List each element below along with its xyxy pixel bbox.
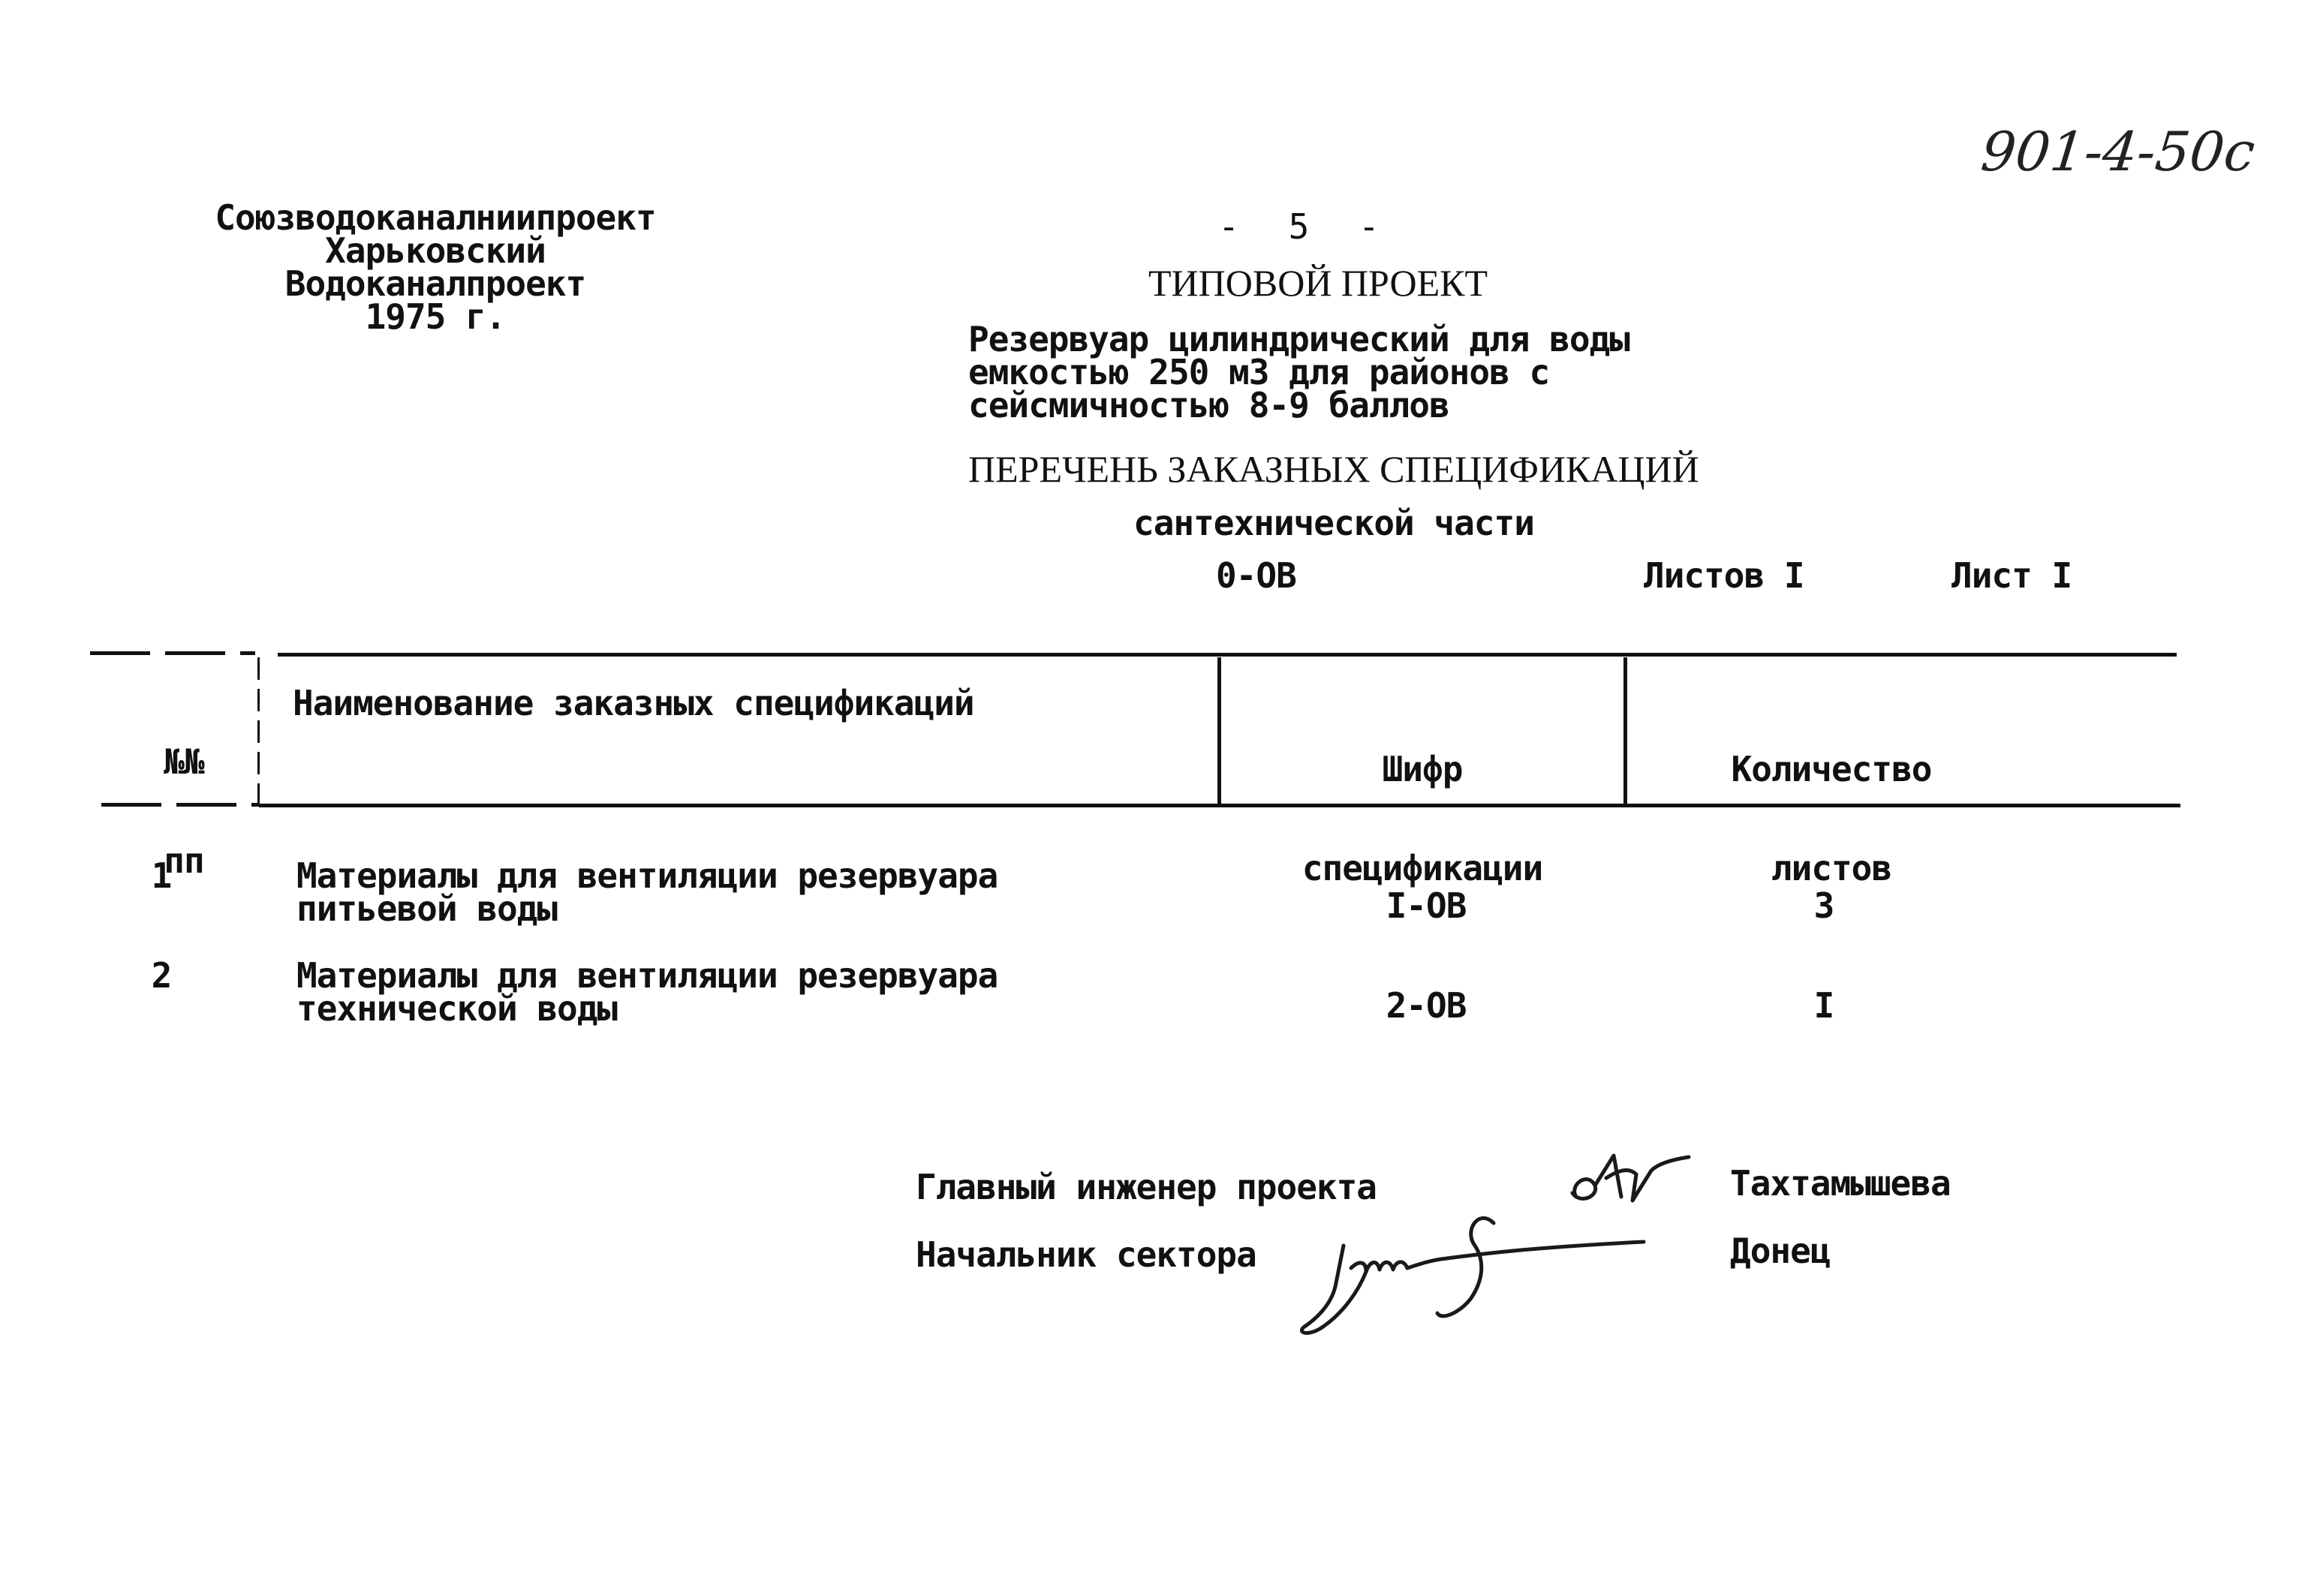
header-code: [1223, 687, 1621, 918]
row-1-count: 3: [1813, 885, 1834, 926]
header-num-line-2: пп: [164, 840, 204, 881]
project-type: ТИПОВОЙ ПРОЕКТ: [1148, 262, 1488, 304]
document-code-handwritten: 901-4-50c: [1978, 120, 2258, 183]
project-title: [968, 319, 1629, 425]
organization-line-1: Союзводоканалниипроект: [215, 197, 656, 238]
table-divider-num: [257, 657, 260, 807]
row-2-name-line-2: технической воды: [296, 988, 618, 1029]
signature-name-chief-engineer: Тахтамышева: [1730, 1163, 1951, 1204]
signature-name-sector-head: Донец: [1730, 1231, 1831, 1271]
list-subtitle: сантехнической части: [1133, 503, 1534, 543]
row-2-num: 2: [151, 955, 172, 996]
organization-line-2: Харьковский: [325, 230, 546, 271]
row-2-name: [296, 955, 998, 1029]
project-title-line-1: Резервуар цилиндрический для воды: [968, 319, 1629, 359]
table-top-line: [278, 653, 2177, 657]
row-2-name-line-1: Материалы для вентиляции резервуара: [296, 955, 998, 996]
table-top-line-left: [90, 651, 255, 655]
sheet-current: Лист I: [1951, 555, 2072, 596]
sheets-total: Листов I: [1644, 555, 1804, 596]
signature-mark-sector-head: [1291, 1201, 1651, 1343]
row-1-num: 1: [151, 855, 172, 896]
row-1-code: I-ОВ: [1386, 885, 1467, 926]
row-2-code: 2-ОВ: [1386, 985, 1467, 1026]
header-count-line-2: листов: [1771, 848, 1892, 888]
organization-block: [173, 197, 698, 337]
row-1-name-line-2: питьевой воды: [296, 888, 558, 929]
organization-line-3: Водоканалпроект: [284, 263, 586, 304]
organization-year: 1975 г.: [365, 296, 506, 337]
header-code-line-1: Шифр: [1382, 749, 1463, 789]
row-2-count: I: [1813, 985, 1834, 1026]
header-code-line-2: спецификации: [1301, 848, 1543, 888]
row-1-name: [296, 855, 998, 929]
table-divider-code: [1217, 657, 1221, 804]
sheet-code: 0-ОВ: [1216, 555, 1296, 596]
table-divider-count: [1623, 657, 1627, 804]
header-count-line-1: Количество: [1731, 749, 1932, 789]
header-name: Наименование заказных спецификаций: [293, 683, 974, 723]
signature-role-chief-engineer: Главный инженер проекта: [916, 1167, 1377, 1207]
list-title: ПЕРЕЧЕНЬ ЗАКАЗНЫХ СПЕЦИФИКАЦИЙ: [968, 448, 1699, 490]
page-number: - 5 -: [1218, 206, 1379, 247]
signature-role-sector-head: Начальник сектора: [916, 1234, 1256, 1275]
header-num-line-1: №№: [164, 741, 204, 782]
header-count: [1629, 687, 2034, 918]
row-1-name-line-1: Материалы для вентиляции резервуара: [296, 855, 998, 896]
project-title-line-3: сейсмичностью 8-9 баллов: [968, 385, 1449, 425]
project-title-line-2: емкостью 250 м3 для районов с: [968, 352, 1550, 392]
